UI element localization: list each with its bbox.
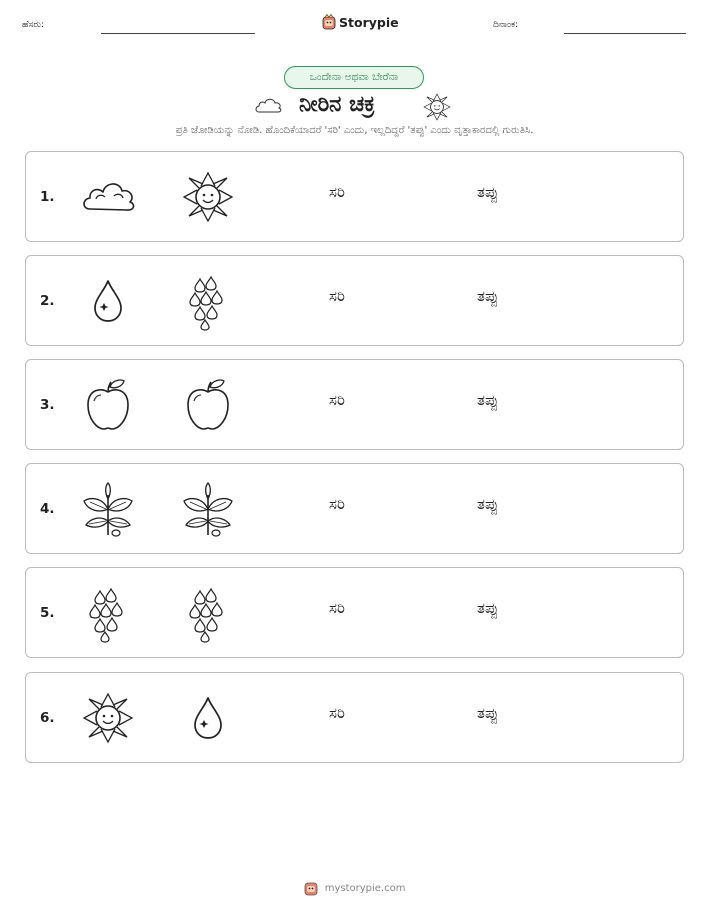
option-false[interactable]: ತಪ್ಪು <box>477 183 499 201</box>
date-label: ದಿನಾಂಕ: <box>493 20 519 30</box>
option-true[interactable]: ಸರಿ <box>329 599 345 617</box>
question-number: 4. <box>40 501 55 517</box>
option-false[interactable]: ತಪ್ಪು <box>477 704 499 722</box>
date-line[interactable] <box>564 33 686 34</box>
option-false[interactable]: ತಪ್ಪು <box>477 287 499 305</box>
option-true[interactable]: ಸರಿ <box>329 287 345 305</box>
storypie-mascot-icon <box>322 14 336 30</box>
name-line[interactable] <box>101 33 255 34</box>
option-true[interactable]: ಸರಿ <box>329 183 345 201</box>
question-row <box>25 255 684 346</box>
option-true[interactable]: ಸರಿ <box>329 391 345 409</box>
apple-icon <box>80 377 136 433</box>
plant-icon <box>80 481 136 537</box>
question-number: 1. <box>40 189 55 205</box>
sun-icon <box>180 169 236 225</box>
storypie-mascot-icon <box>304 880 318 896</box>
cloud-icon <box>254 95 284 115</box>
apple-icon <box>180 377 236 433</box>
rain-drops-icon <box>80 585 136 641</box>
question-row <box>25 672 684 763</box>
question-row <box>25 463 684 554</box>
activity-badge: ಒಂದೇನಾ ಅಥವಾ ಬೇರೆನಾ <box>284 66 424 89</box>
option-false[interactable]: ತಪ್ಪು <box>477 391 499 409</box>
footer-url[interactable]: mystorypie.com <box>324 883 406 894</box>
footer <box>0 880 709 896</box>
rain-drops-icon <box>180 585 236 641</box>
question-row <box>25 567 684 658</box>
option-true[interactable]: ಸರಿ <box>329 495 345 513</box>
instructions: ಪ್ರತಿ ಜೋಡಿಯನ್ನು ನೋಡಿ. ಹೊಂದಿಕೆಯಾದರೆ 'ಸರಿ' ಎಂದು, ಇಲ್ಲದಿದ್ದರೆ 'ತಪ್ಪು' ಎಂದು ವೃತ್ತಾಕಾರದಲ್ಲಿ ಗುರುತಿಸಿ. <box>175 125 534 136</box>
question-number: 3. <box>40 397 55 413</box>
brand-name: Storypie <box>339 14 399 30</box>
option-false[interactable]: ತಪ್ಪು <box>477 599 499 617</box>
water-drop-icon <box>80 273 136 329</box>
rain-drops-icon <box>180 273 236 329</box>
cloud-icon <box>80 169 136 225</box>
title-area <box>0 89 709 121</box>
option-true[interactable]: ಸರಿ <box>329 704 345 722</box>
question-row <box>25 359 684 450</box>
question-number: 6. <box>40 710 55 726</box>
water-drop-icon <box>180 690 236 746</box>
plant-icon <box>180 481 236 537</box>
question-number: 2. <box>40 293 55 309</box>
sun-icon <box>422 92 452 122</box>
page-title: ನೀರಿನ ಚಕ್ರ <box>299 92 375 117</box>
option-false[interactable]: ತಪ್ಪು <box>477 495 499 513</box>
question-number: 5. <box>40 605 55 621</box>
name-label: ಹೆಸರು: <box>22 20 45 30</box>
brand-logo <box>322 14 399 30</box>
worksheet-header <box>0 14 709 38</box>
question-row <box>25 151 684 242</box>
sun-icon <box>80 690 136 746</box>
